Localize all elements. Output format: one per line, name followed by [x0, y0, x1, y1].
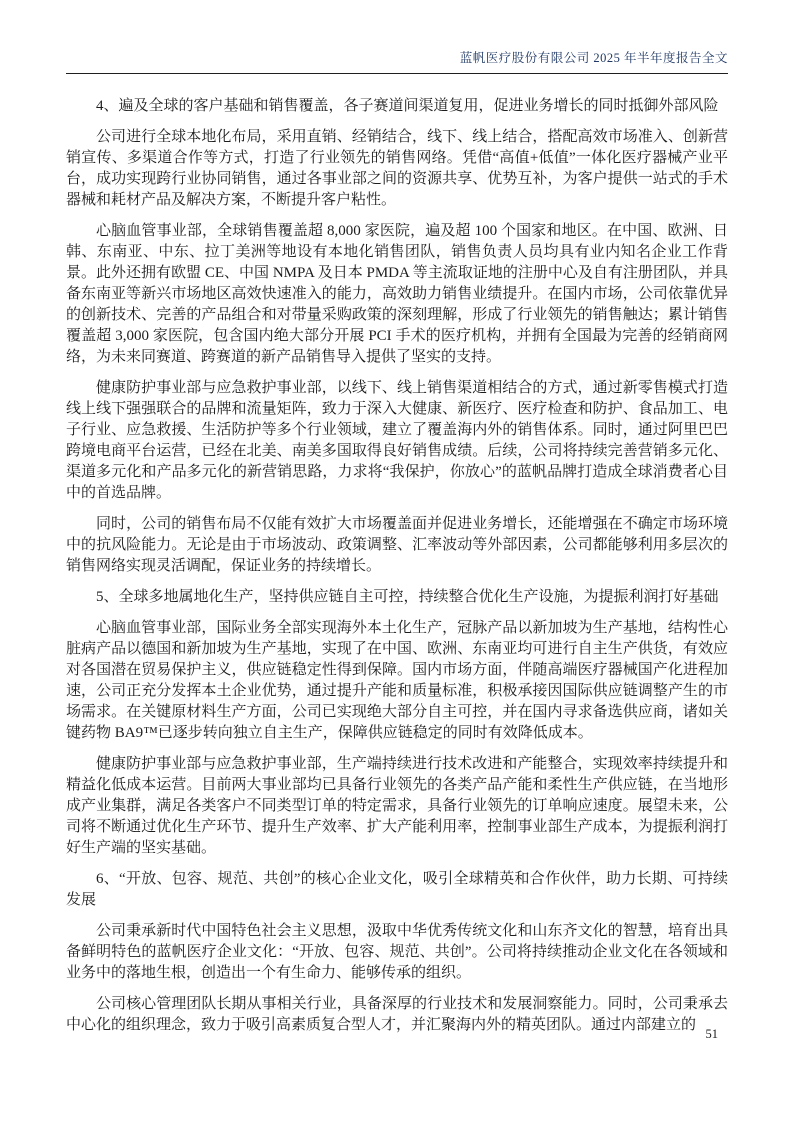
paragraph: 健康防护事业部与应急救护事业部，以线下、线上销售渠道相结合的方式，通过新零售模式打造线上线下强强联合的品牌和流量矩阵，致力于深入大健康、新医疗、医疗检查和防护、食品加工、电子行业、应急救援、生活防护等多个行业领域，建立了覆盖海内外的销售体系。同时，通过阿里巴巴跨境电商平台运营，已经在北美、南美多国取得良好销售成绩。后续，公司将持续完善营销多元化、渠道多元化和产品多元化的新营销思路，力求将“我保护，你放心”的蓝帆品牌打造成全球消费者心目中的首选品牌。 — [66, 380, 728, 501]
section-heading-5: 5、全球多地属地化生产，坚持供应链自主可控，持续整合优化生产设施，为提振利润打好基础 — [96, 589, 719, 605]
section-heading-4: 4、遍及全球的客户基础和销售覆盖，各子赛道间渠道复用，促进业务增长的同时抵御外部风险 — [96, 98, 719, 114]
page-number: 51 — [705, 1027, 718, 1041]
paragraph: 心脑血管事业部，国际业务全部实现海外本土化生产，冠脉产品以新加坡为生产基地，结构性心脏病产品以德国和新加坡为生产基地，实现了在中国、欧洲、东南亚均可进行自主生产供货，有效应对各国潜在贸易保护主义，供应链稳定性得到保障。国内市场方面，伴随高端医疗器械国产化进程加速，公司正充分发挥本土企业优势，通过提升产能和质量标准，积极承接因国际供应链调整产生的市场需求。在关键原材料生产方面，公司已实现绝大部分自主可控，并在国内寻求备选供应商，诸如关键药物 BA9™已逐步转向独立自主生产，保障供应链稳定的同时有效降低成本。 — [66, 620, 728, 741]
report-body — [66, 96, 728, 1046]
paragraph: 公司核心管理团队长期从事相关行业，具备深厚的行业技术和发展洞察能力。同时，公司秉承去中心化的组织理念，致力于吸引高素质复合型人才，并汇聚海内外的精英团队。通过内部建立的 — [66, 996, 728, 1033]
paragraph: 心脑血管事业部，全球销售覆盖超 8,000 家医院，遍及超 100 个国家和地区。在中国、欧洲、日韩、东南亚、中东、拉丁美洲等地设有本地化销售团队，销售负责人员均具有业内知名企业工作背景。此外还拥有欧盟 CE、中国 NMPA 及日本 PMDA 等主流取证地的注册中心及自有注册团队，并具备东南亚等新兴市场地区高效快速准入的能力，高效助力销售业绩提升。在国内市场，公司依靠优异的创新技术、完善的产品组合和对带量采购政策的深刻理解，形成了行业领先的销售触达；累计销售覆盖超 3,000 家医院，包含国内绝大部分开展 PCI 手术的医疗机构，并拥有全国最为完善的经销商网络，为未来同赛道、跨赛道的新产品销售导入提供了坚实的支持。 — [66, 223, 728, 365]
paragraph: 同时，公司的销售布局不仅能有效扩大市场覆盖面并促进业务增长，还能增强在不确定市场环境中的抗风险能力。无论是由于市场波动、政策调整、汇率波动等外部因素，公司都能够利用多层次的销售网络实现灵活调配，保证业务的持续增长。 — [66, 516, 728, 574]
paragraph: 公司秉承新时代中国特色社会主义思想，汲取中华优秀传统文化和山东齐文化的智慧，培育出具备鲜明特色的蓝帆医疗企业文化：“开放、包容、规范、共创”。公司将持续推动企业文化在各领域和业务中的落地生根，创造出一个有生命力、能够传承的组织。 — [66, 923, 728, 981]
paragraph: 公司进行全球本地化布局，采用直销、经销结合，线下、线上结合，搭配高效市场准入、创新营销宣传、多渠道合作等方式，打造了行业领先的销售网络。凭借“高值+低值”一体化医疗器械产业平台，成功实现跨行业协同销售，通过各事业部之间的资源共享、优势互补，为客户提供一站式的手术器械和耗材产品及解决方案，不断提升客户粘性。 — [66, 129, 728, 208]
report-header-title: 蓝帆医疗股份有限公司 2025 年半年度报告全文 — [459, 51, 728, 65]
section-heading-6: 6、“开放、包容、规范、共创”的核心企业文化，吸引全球精英和合作伙伴，助力长期、可持续发展 — [66, 871, 728, 908]
paragraph: 健康防护事业部与应急救护事业部，生产端持续进行技术改进和产能整合，实现效率持续提升和精益化低成本运营。目前两大事业部均已具备行业领先的各类产品产能和柔性生产供应链，在当地形成产业集群，满足各类客户不同类型订单的特定需求，具备行业领先的订单响应速度。展望未来，公司将不断通过优化生产环节、提升生产效率、扩大产能利用率，控制事业部生产成本，为提振利润打好生产端的坚实基础。 — [66, 756, 728, 856]
page-header — [66, 48, 728, 74]
